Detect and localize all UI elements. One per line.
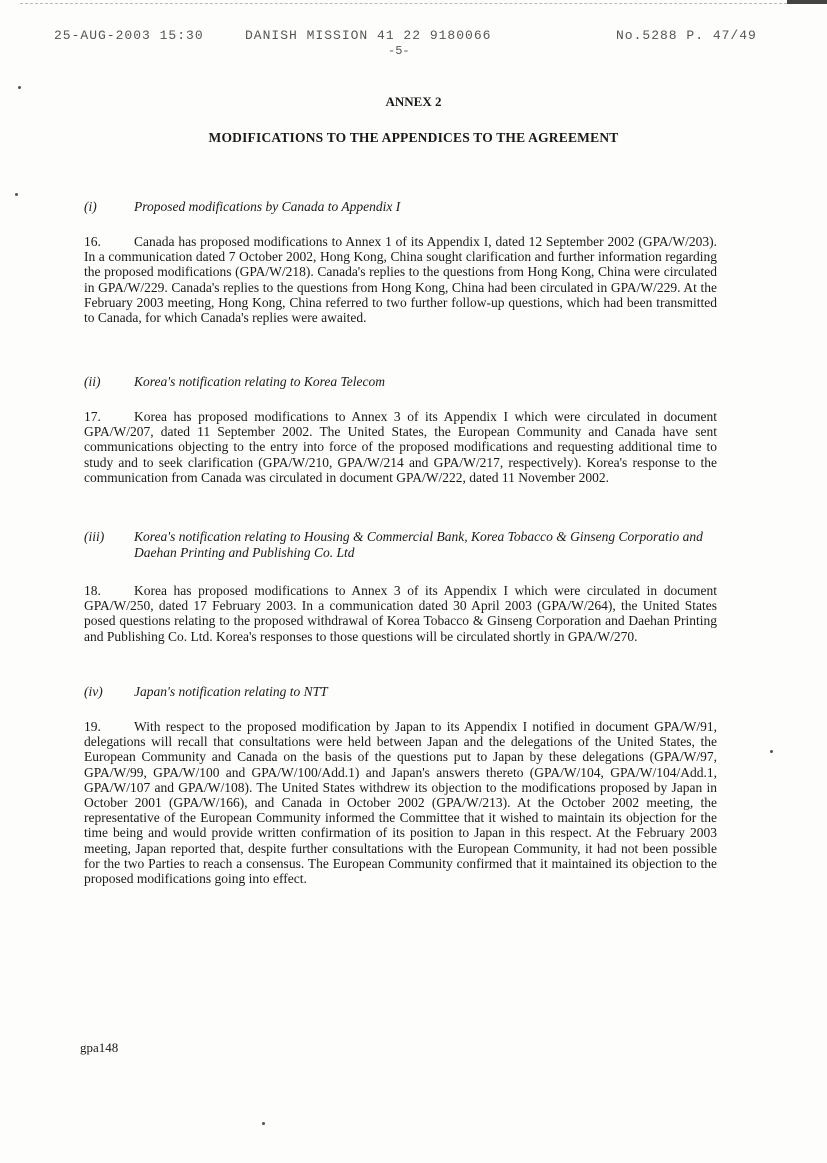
section-title: Japan's notification relating to NTT (134, 684, 328, 699)
paragraph-text: Korea has proposed modifications to Annex 3 of its Appendix I which were circulated in document GPA/W/207, dated 11 September 2002. The United States, the European Community and Canada have sent communications objecting to the entry into force of the proposed modifications and requesting additional time to study and to seek clarification (GPA/W/210, GPA/W/214 and GPA/W/217, respectively). Korea's response to the communication from Canada was circulated in document GPA/W/222, dated 11 November 2002. (84, 409, 717, 485)
paragraph-number: 18. (84, 583, 101, 598)
fax-top-bar (787, 0, 827, 4)
paragraph-17 (84, 409, 717, 485)
paragraph-number: 16. (84, 234, 101, 249)
section-number: (ii) (84, 374, 101, 389)
section-heading-iii (84, 529, 734, 561)
annex-label: ANNEX 2 (385, 94, 442, 109)
fax-date: 25-AUG-2003 15:30 (54, 28, 204, 43)
section-heading-iv (84, 684, 734, 700)
section-heading-ii (84, 374, 734, 390)
section-heading-i (84, 199, 734, 215)
page-title: MODIFICATIONS TO THE APPENDICES TO THE AGREEMENT (208, 130, 619, 145)
scan-speck (15, 193, 18, 196)
paragraph-number: 17. (84, 409, 101, 424)
paragraph-19 (84, 719, 717, 886)
paragraph-18 (84, 583, 717, 644)
scan-speck (18, 86, 21, 89)
section-number: (i) (84, 199, 97, 214)
paragraph-16 (84, 234, 717, 325)
paragraph-text: Korea has proposed modifications to Annex 3 of its Appendix I which were circulated in document GPA/W/250, dated 17 February 2003. In a communication dated 30 April 2003 (GPA/W/264), the United States posed questions relating to the proposed withdrawal of Korea Tobacco & Ginseng Corporation and Daehan Printing and Publishing Co. Ltd. Korea's responses to those questions will be circulated shortly in GPA/W/270. (84, 583, 717, 644)
section-number: (iv) (84, 684, 103, 699)
scan-speck (770, 750, 773, 753)
page-marker: -5- (388, 44, 410, 58)
paragraph-text: Canada has proposed modifications to Annex 1 of its Appendix I, dated 12 September 2002 (GPA/W/203). In a communication dated 7 October 2002, Hong Kong, China sought clarification and further information regarding the proposed modifications (GPA/W/218). Canada's replies to the questions from Hong Kong, China were circulated in GPA/W/229. Canada's replies to the questions from Hong Kong, China had been circulated in GPA/W/229. At the February 2003 meeting, Hong Kong, China referred to two further follow-up questions, which had been transmitted to Canada, for which Canada's replies were awaited. (84, 234, 717, 326)
section-title: Korea's notification relating to Korea Telecom (134, 374, 386, 389)
paragraph-number: 19. (84, 719, 101, 734)
section-title: Proposed modifications by Canada to Appendix I (134, 199, 401, 214)
fax-page-number: No.5288 P. 47/49 (616, 28, 757, 43)
document-code: gpa148 (80, 1040, 119, 1055)
section-title: Korea's notification relating to Housing & Commercial Bank, Korea Tobacco & Ginseng Corporatio and Daehan Printing and Publishing Co. Ltd (134, 529, 703, 560)
section-number: (iii) (84, 529, 105, 544)
fax-top-line (20, 3, 827, 4)
scan-speck (262, 1122, 265, 1125)
paragraph-text: With respect to the proposed modification by Japan to its Appendix I notified in document GPA/W/91, delegations will recall that consultations were held between Japan and the delegations of the United States, the European Community and Canada on the basis of the questions put to Japan by these delegations (GPA/W/97, GPA/W/99, GPA/W/100 and GPA/W/100/Add.1) and Japan's answers thereto (GPA/W/104, GPA/W/104/Add.1, GPA/W/107 and GPA/W/108). The United States withdrew its objection to the modifications proposed by Japan in October 2001 (GPA/W/166), and Canada in October 2002 (GPA/W/213). At the October 2002 meeting, the representative of the European Community informed the Committee that it wished to maintain its objection for the time being and would provide written confirmation of its position to Japan in this respect. At the February 2003 meeting, Japan reported that, despite further consultations with the European Community, it had not been possible for the two Parties to reach a consensus. The European Community confirmed that it maintained its objection to the proposed modifications going into effect. (84, 719, 717, 887)
fax-sender: DANISH MISSION 41 22 9180066 (245, 28, 492, 43)
fax-header (0, 28, 827, 52)
